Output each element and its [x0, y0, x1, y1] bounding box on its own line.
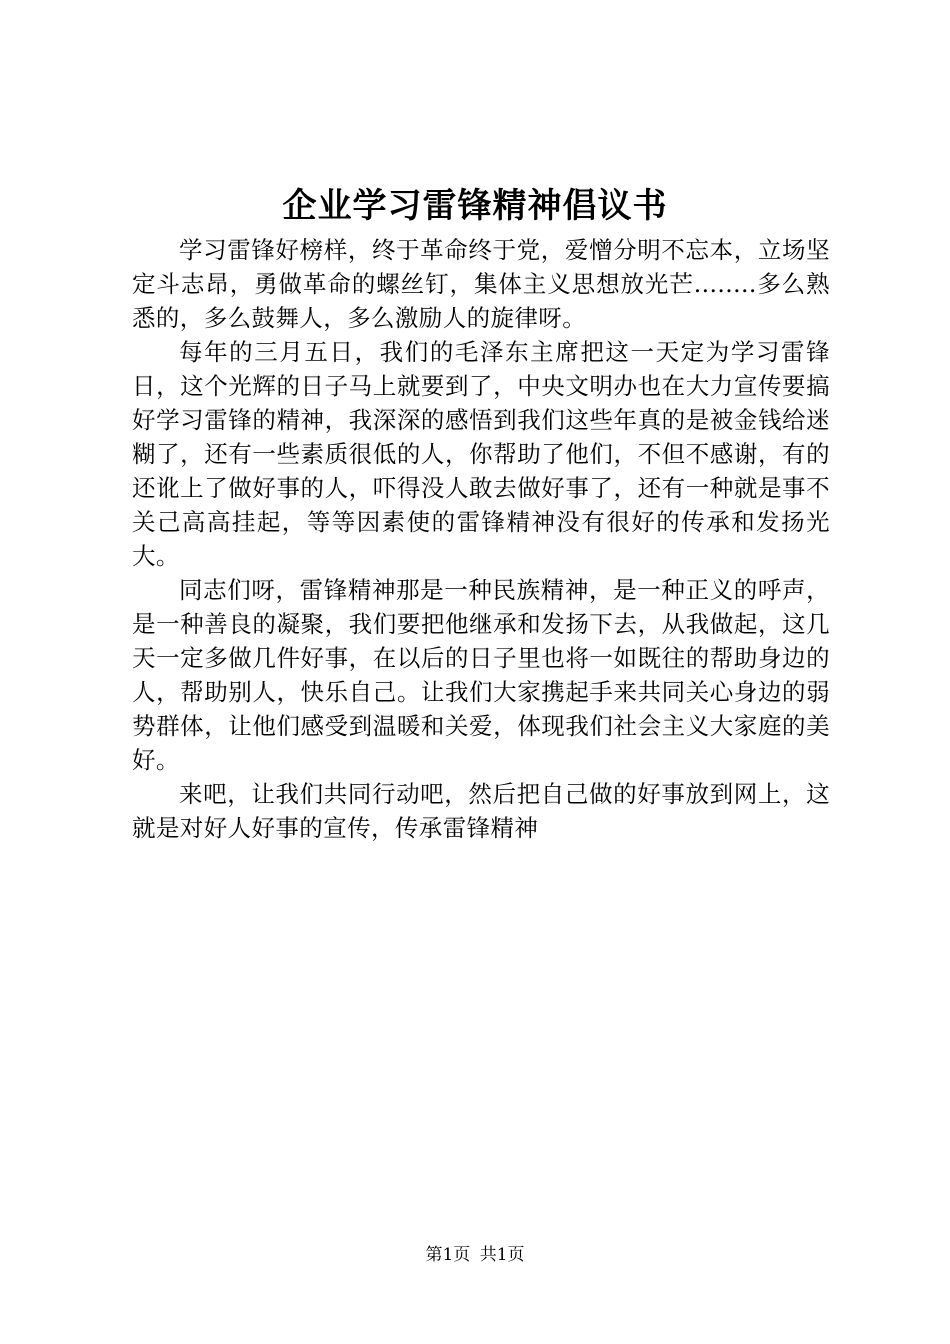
page-total: 共1页 [479, 1245, 525, 1265]
paragraph-4: 来吧，让我们共同行动吧，然后把自己做的好事放到网上，这就是对好人好事的宣传，传承雷锋精神 [132, 780, 830, 842]
paragraph-2: 每年的三月五日，我们的毛泽东主席把这一天定为学习雷锋日，这个光辉的日子马上就要到了，中央文明办也在大力宣传要搞好学习雷锋的精神，我深深的感悟到我们这些年真的是被金钱给迷糊了，还有一些素质很低的人，你帮助了他们，不但不感谢，有的还讹上了做好事的人，吓得没人敢去做好事了，还有一种就是事不关己高高挂起，等等因素使的雷锋精神没有很好的传承和发扬光大。 [132, 338, 830, 570]
paragraph-1: 学习雷锋好榜样，终于革命终于党，爱憎分明不忘本，立场坚定斗志昂，勇做革命的螺丝钉，集体主义思想放光芒........多么熟悉的，多么鼓舞人，多么激励人的旋律呀。 [132, 236, 830, 332]
page-number: 第1页 [425, 1245, 471, 1265]
document-body [132, 233, 830, 845]
paragraph-3: 同志们呀，雷锋精神那是一种民族精神，是一种正义的呼声，是一种善良的凝聚，我们要把他继承和发扬下去，从我做起，这几天一定多做几件好事，在以后的日子里也将一如既往的帮助身边的人，帮助别人，快乐自己。让我们大家携起手来共同关心身边的弱势群体，让他们感受到温暖和关爱，体现我们社会主义大家庭的美好。 [132, 576, 830, 774]
document-title: 企业学习雷锋精神倡议书 [282, 186, 668, 226]
page-footer [0, 1244, 950, 1266]
